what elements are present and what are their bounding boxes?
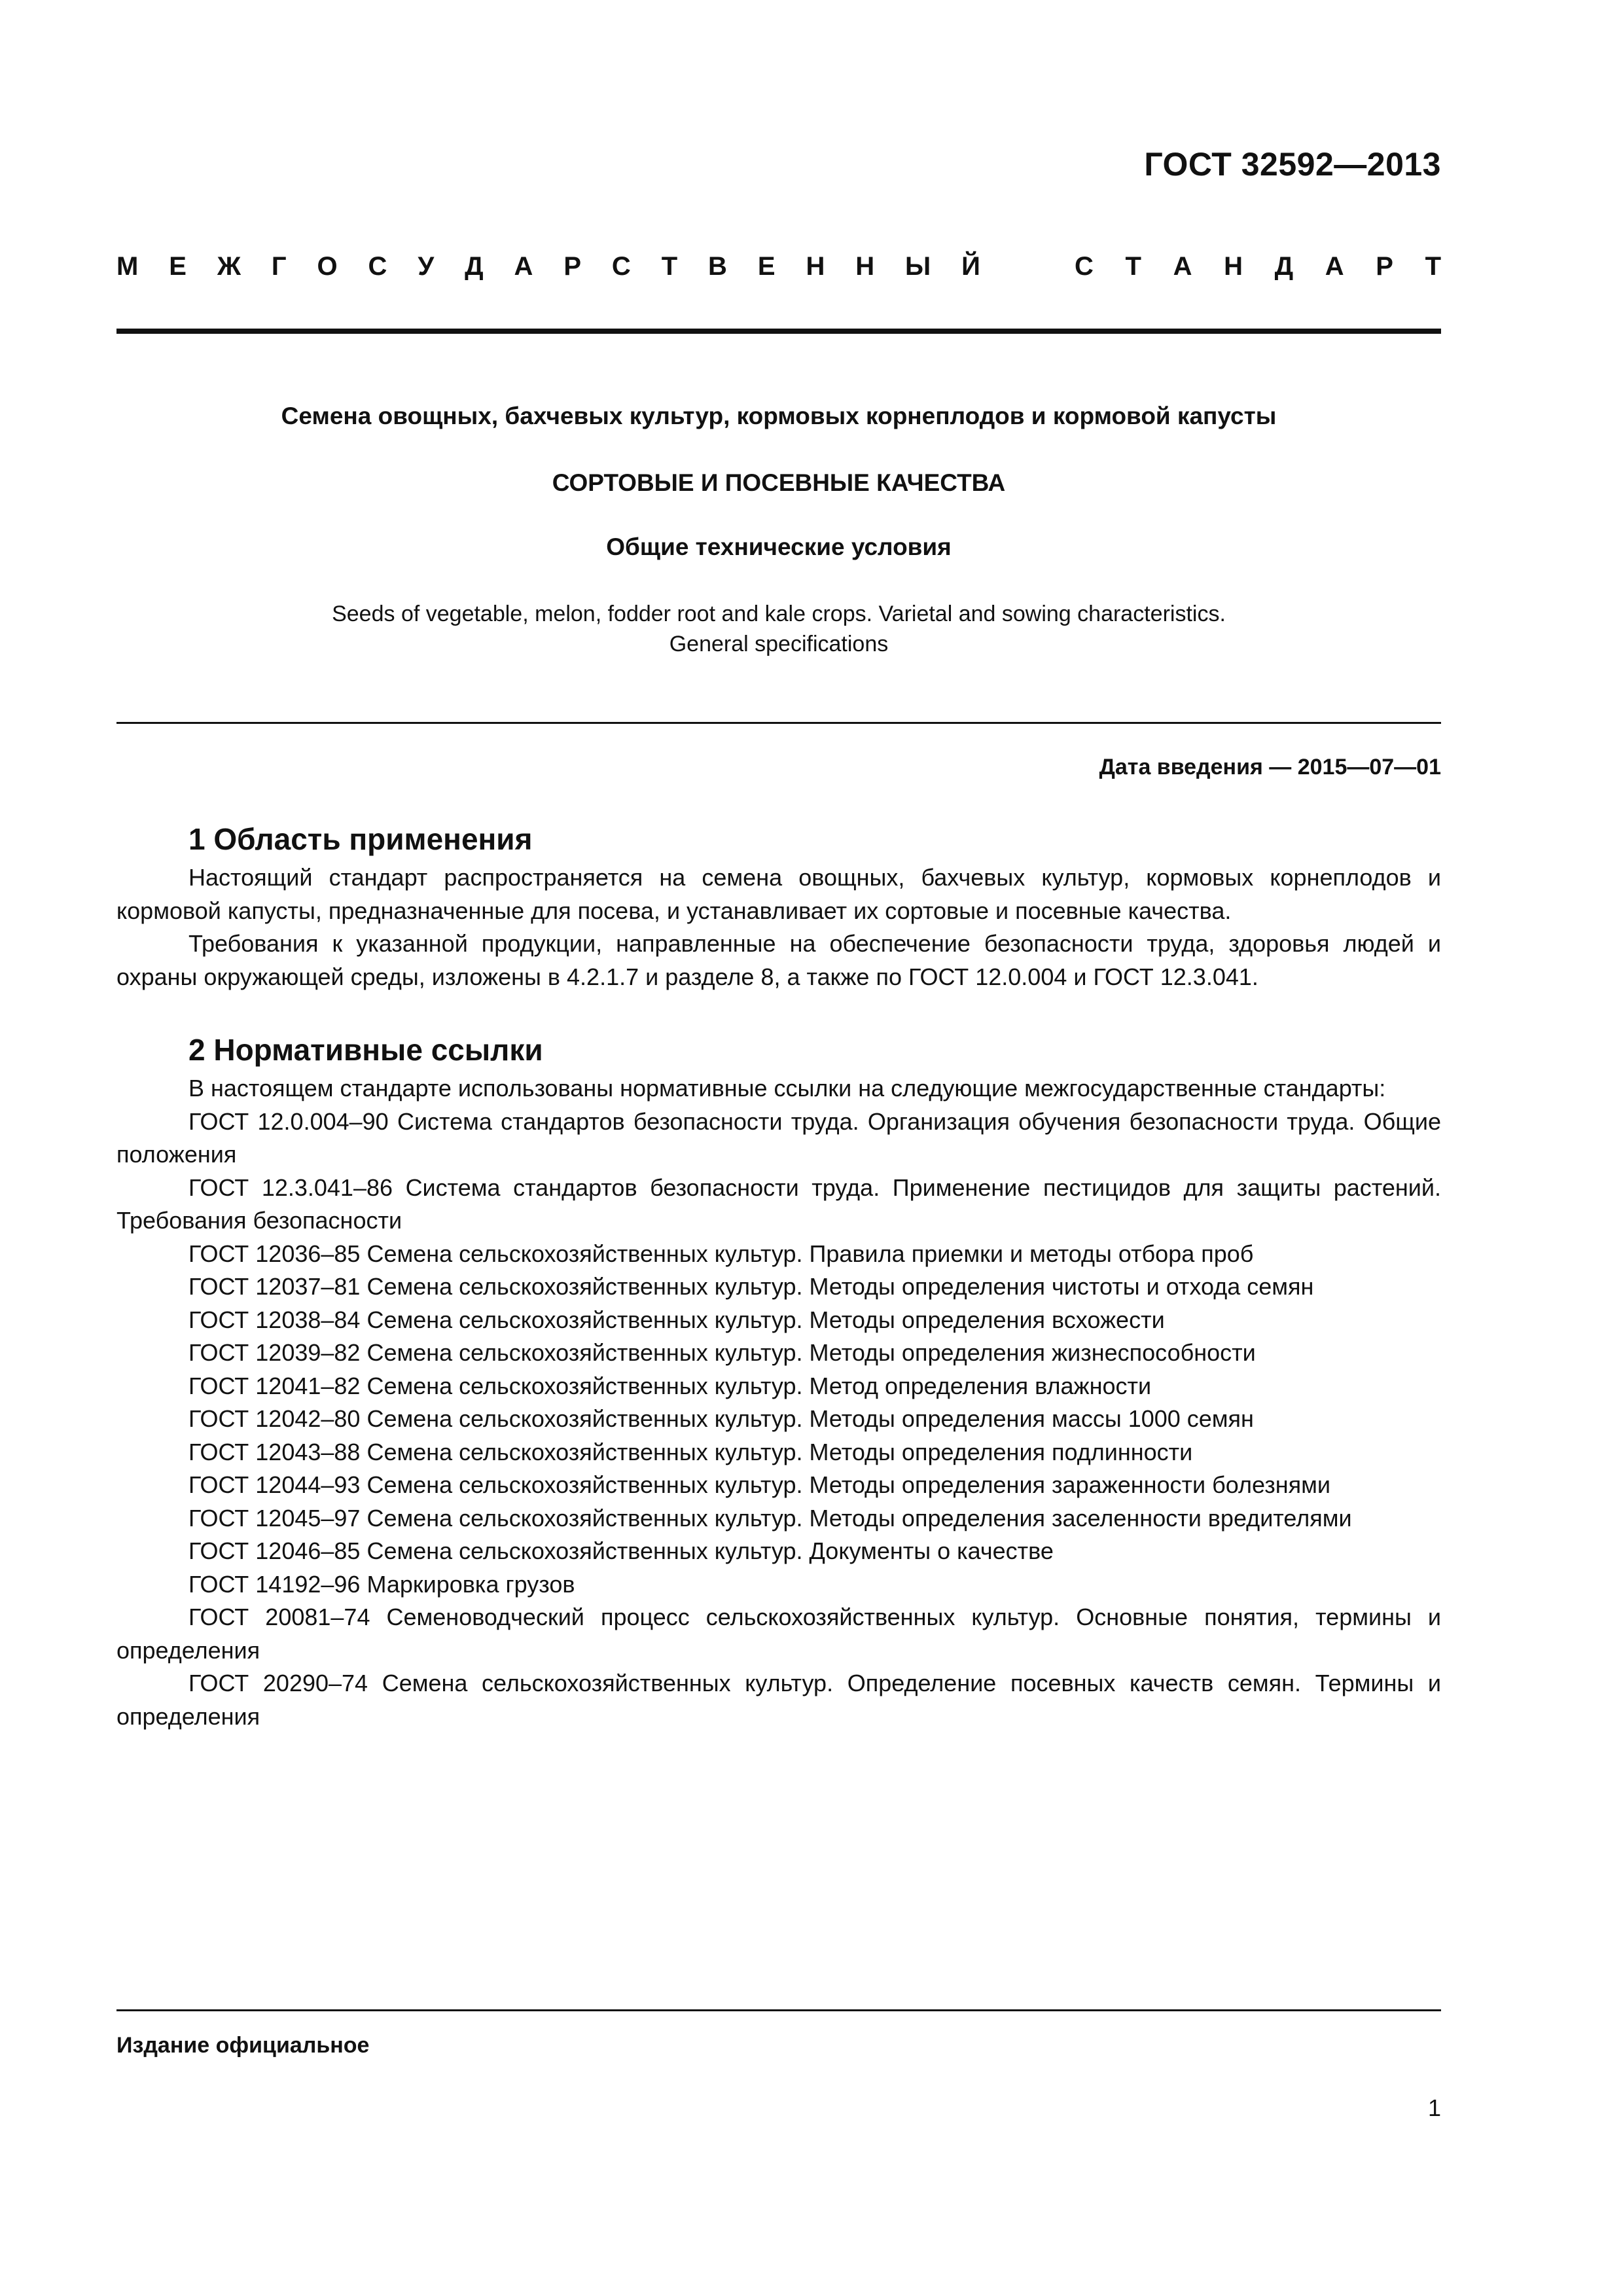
banner-letter: А: [1173, 252, 1192, 281]
page-number: 1: [1427, 2094, 1441, 2121]
header-divider: [116, 329, 1441, 334]
scope-paragraph: Настоящий стандарт распространяется на семена овощных, бахчевых культур, кормовых корнеплодов и кормовой капусты, предназначенные для посева, и устанавливает их сортовые и посевные качества.: [116, 864, 1441, 924]
reference-item: ГОСТ 12041–82 Семена сельскохозяйственных культур. Метод определения влажности: [188, 1372, 1152, 1399]
banner-letter: У: [418, 252, 435, 281]
banner-letter: А: [1325, 252, 1344, 281]
standard-word: [1075, 252, 1441, 281]
banner-letter: В: [708, 252, 727, 281]
section-heading-scope: 1 Область применения: [188, 822, 533, 856]
english-title: [116, 599, 1441, 659]
reference-item: ГОСТ 12039–82 Семена сельскохозяйственных культур. Методы определения жизнеспособности: [188, 1339, 1256, 1366]
official-edition-label: Издание официальное: [116, 2033, 370, 2058]
banner-letter: О: [317, 252, 338, 281]
reference-item: ГОСТ 12044–93 Семена сельскохозяйственных культур. Методы определения зараженности болезнями: [188, 1471, 1330, 1498]
banner-letter: Т: [1125, 252, 1141, 281]
banner-letter: Ж: [217, 252, 241, 281]
section-heading-references: 2 Нормативные ссылки: [188, 1033, 543, 1067]
banner-letter: Р: [1376, 252, 1393, 281]
reference-item: ГОСТ 12046–85 Семена сельскохозяйственных культур. Документы о качестве: [188, 1537, 1054, 1564]
reference-list: [116, 1105, 1441, 1734]
reference-item: ГОСТ 12036–85 Семена сельскохозяйственных культур. Правила приемки и методы отбора проб: [188, 1240, 1254, 1267]
banner-letter: С: [368, 252, 387, 281]
document-title: Семена овощных, бахчевых культур, кормовых корнеплодов и кормовой капусты: [281, 403, 1277, 429]
banner-letter: Д: [1274, 252, 1294, 281]
banner-letter: Й: [961, 252, 980, 281]
reference-item: ГОСТ 14192–96 Маркировка грузов: [188, 1570, 575, 1598]
banner-letter: М: [116, 252, 139, 281]
banner-letter: А: [514, 252, 533, 281]
english-title-line-2: General specifications: [669, 632, 889, 656]
banner-letter: С: [1075, 252, 1094, 281]
banner-letter: Ы: [905, 252, 931, 281]
banner-letter: Н: [806, 252, 825, 281]
english-title-line-1: Seeds of vegetable, melon, fodder root and kale crops. Varietal and sowing characteristics.: [332, 601, 1226, 626]
interstate-standard-banner: [116, 252, 1441, 281]
banner-letter: Т: [661, 252, 678, 281]
banner-letter: Н: [855, 252, 875, 281]
banner-letter: С: [611, 252, 631, 281]
references-intro: В настоящем стандарте использованы нормативные ссылки на следующие межгосударственные стандарты:: [188, 1075, 1386, 1102]
reference-item: ГОСТ 12037–81 Семена сельскохозяйственных культур. Методы определения чистоты и отхода семян: [188, 1273, 1314, 1300]
reference-item: ГОСТ 20081–74 Семеноводческий процесс сельскохозяйственных культур. Основные понятия, термины и определения: [116, 1604, 1441, 1664]
spec-title-text: Общие технические условия: [606, 533, 952, 560]
reference-item: ГОСТ 12038–84 Семена сельскохозяйственных культур. Методы определения всхожести: [188, 1306, 1165, 1333]
reference-item: ГОСТ 12042–80 Семена сельскохозяйственных культур. Методы определения массы 1000 семян: [188, 1405, 1254, 1432]
banner-letter: Т: [1425, 252, 1441, 281]
banner-letter: Н: [1224, 252, 1243, 281]
reference-item: ГОСТ 12043–88 Семена сельскохозяйственных культур. Методы определения подлинности: [188, 1438, 1193, 1465]
reference-item: ГОСТ 12.3.041–86 Система стандартов безопасности труда. Применение пестицидов для защиты растений. Требования безопасности: [116, 1174, 1441, 1234]
reference-item: ГОСТ 20290–74 Семена сельскохозяйственных культур. Определение посевных качеств семян. Термины и определения: [116, 1670, 1441, 1730]
document-body: [116, 819, 1441, 1733]
reference-item: ГОСТ 12045–97 Семена сельскохозяйственных культур. Методы определения заселенности вредителями: [188, 1504, 1352, 1532]
banner-letter: Е: [757, 252, 776, 281]
gost-number: ГОСТ 32592—2013: [1144, 146, 1441, 183]
document-subtitle: СОРТОВЫЕ И ПОСЕВНЫЕ КАЧЕСТВА: [552, 469, 1006, 496]
title-divider: [116, 722, 1441, 724]
reference-item: ГОСТ 12.0.004–90 Система стандартов безопасности труда. Организация обучения безопасности труда. Общие положения: [116, 1107, 1441, 1168]
scope-paragraph: Требования к указанной продукции, направленные на обеспечение безопасности труда, здоровья людей и охраны окружающей среды, изложены в 4.2.1.7 и разделе 8, а также по ГОСТ 12.0.004 и ГОСТ 12.3.041.: [116, 930, 1441, 990]
document-spec-title: [116, 533, 1441, 561]
introduction-date: Дата введения — 2015—07—01: [1099, 755, 1441, 780]
banner-letter: Д: [465, 252, 484, 281]
banner-letter: Е: [169, 252, 187, 281]
banner-letter: Г: [271, 252, 287, 281]
interstate-word: [116, 252, 980, 281]
banner-letter: Р: [563, 252, 581, 281]
footer-divider: [116, 2009, 1441, 2011]
